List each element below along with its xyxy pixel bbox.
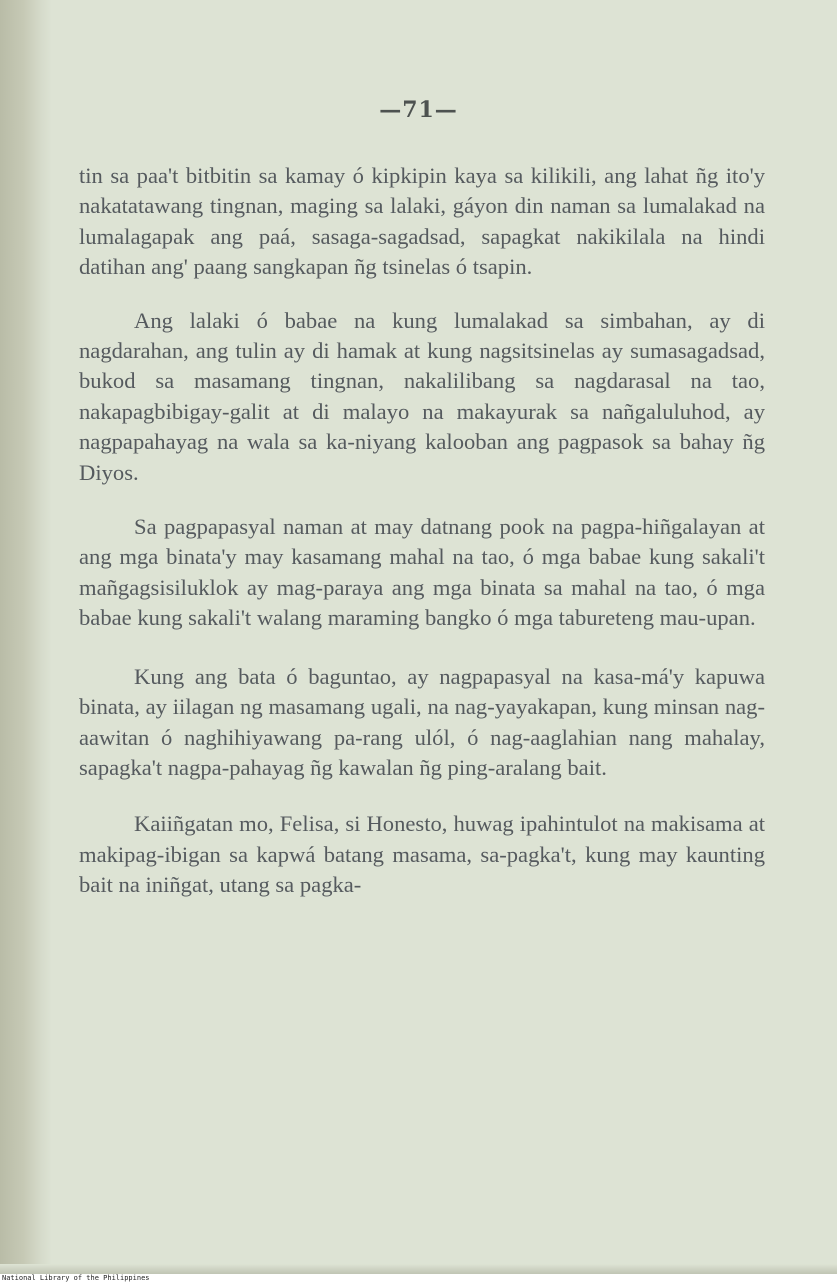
footer-strip <box>0 1274 837 1283</box>
paragraph-5: Kaiiñgatan mo, Felisa, si Honesto, huwag ipahintulot na makisama at makipag-ibigan sa kapwá batang masama, sa-pagka't, kung may kaunting bait na iniñgat, utang sa pagka- <box>79 811 765 898</box>
paragraph-2: Ang lalaki ó babae na kung lumalakad sa simbahan, ay di nagdarahan, ang tulin ay di hamak at kung nagsitsinelas ay sumasagadsad, bukod sa masamang tingnan, nakalilibang sa nagdarasal na tao, nakapagbibigay-galit at di malayo na makayurak sa nañgaluluhod, ay nagpapahayag na wala sa ka-niyang kalooban ang pagpasok sa bahay ñg Diyos. <box>79 307 765 485</box>
paragraph-4: Kung ang bata ó baguntao, ay nagpapasyal na kasa-má'y kapuwa binata, ay iilagan ng masamang ugali, na nag-yayakapan, kung minsan nag-aawitan ó naghihiyawang pa-rang ulól, ó nag-aaglahian nang mahalay, sapagka't nagpa-pahayag ñg kawalan ñg ping-aralang bait. <box>79 663 765 780</box>
paragraph-1: tin sa paa't bitbitin sa kamay ó kipkipin kaya sa kilikili, ang lahat ñg ito'y nakatatawang tingnan, maging sa lalaki, gáyon din naman sa lumalakad na lumalagapak ang paá, sasaga-sagadsad, sapagkat nakikilala na hindi datihan ang' paang sangkapan ñg tsinelas ó tsapin. <box>79 163 765 280</box>
paragraph-3: Sa pagpapasyal naman at may datnang pook na pagpa-hiñgalayan at ang mga binata'y may kasamang mahal na tao, ó mga babae kung sakali't mañgagsisiluklok ay mag-paraya ang mga binata sa mahal na tao, ó mga babae kung sakali't walang maraming bangko ó mga tabureteng mau-upan. <box>79 514 765 631</box>
spine-shadow <box>0 0 52 1274</box>
page-bottom-edge <box>0 1264 837 1274</box>
page-number: —71— <box>379 97 458 123</box>
library-credit: National Library of the Philippines <box>2 1274 150 1282</box>
body-text <box>79 161 765 901</box>
